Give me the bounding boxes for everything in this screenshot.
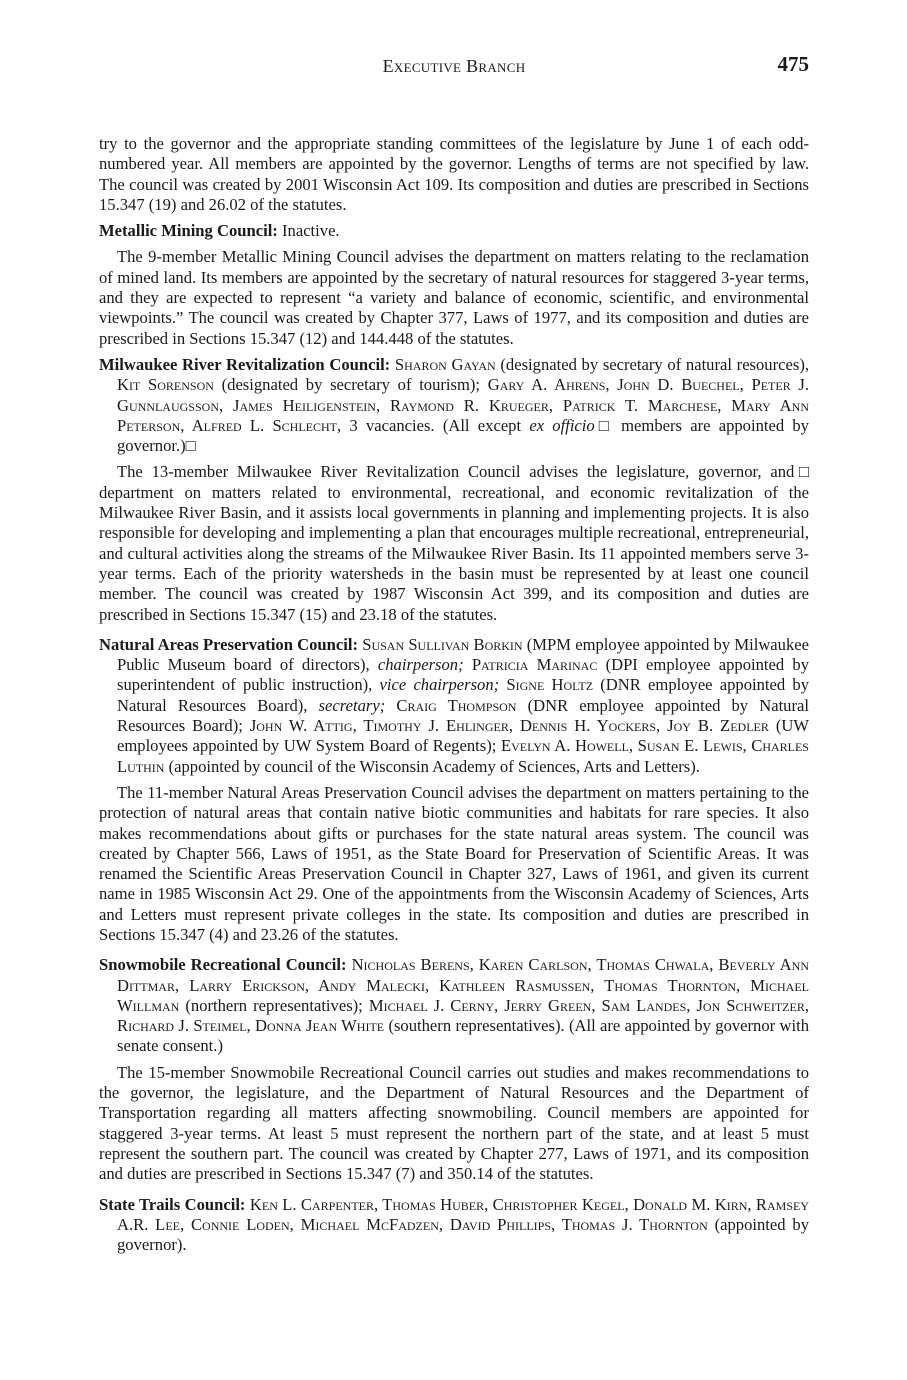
member-names: Evelyn A. Howell, Susan E. Lewis, Charles Luthin: [117, 736, 809, 776]
text-run: (designated by secretary of natural resources),: [495, 354, 809, 374]
paragraph-milwaukee-river-description: The 13-member Milwaukee River Revitalization Council advises the legislature, governor, and□ department on matters related to environmental, recreational, and economic revitalization of the Milwaukee River Basin, and it assists local governments in planning and implementing projects. It is also responsible for developing and implementing a plan that encourages multiple recreational, entrepreneurial, and cultural activities along the streams of the Milwaukee River Basin. Its 11 appointed members serve 3-year terms. Each of the priority watersheds in the basin must be represented by at least one council member. The council was created by 1987 Wisconsin Act 399, and its composition and duties are prescribed in Sections 15.347 (15) and 23.18 of the statutes.: [99, 462, 809, 624]
text-run: (designated by secretary of tourism);: [213, 375, 488, 395]
entry-natural-areas-council: [99, 635, 809, 777]
member-names: Susan Sullivan Borkin: [362, 634, 523, 654]
member-names: John W. Attig, Timothy J. Ehlinger, Dennis H. Yockers, Joy B. Zedler: [249, 716, 769, 736]
text-run: [385, 696, 396, 715]
running-header: [99, 52, 809, 82]
paragraph-natural-areas-description: The 11-member Natural Areas Preservation Council advises the department on matters pertaining to the protection of natural areas that contain native biotic communities and habitats for rare species. It also makes recommendations about gifts or purchases for the state natural areas system. The council was created by Chapter 566, Laws of 1951, as the State Board for Preservation of Scientific Areas. It was renamed the Scientific Areas Preservation Council in Chapter 327, Laws of 1961, and given its current name in 1985 Wisconsin Act 29. One of the appointments from the Wisconsin Academy of Sciences, Arts and Letters must represent private colleges in the state. Its composition and duties are prescribed in Sections 15.347 (4) and 23.26 of the statutes.: [99, 782, 809, 944]
entry-milwaukee-river-council: [99, 355, 809, 456]
text-run: [464, 655, 472, 674]
text-run: (appointed by council of the Wisconsin Academy of Sciences, Arts and Letters).: [164, 756, 700, 776]
text-run: □ members are appointed by governor.)□: [117, 415, 809, 456]
entry-heading: Snowmobile Recreational Council:: [99, 955, 347, 975]
text-run: (southern representatives). (All are appointed by governor with senate consent.): [117, 1016, 810, 1056]
entry-members: [117, 635, 809, 776]
entry-heading: Metallic Mining Council:: [99, 221, 278, 241]
entry-state-trails-council: [99, 1195, 809, 1256]
member-names: Signe Holtz: [506, 675, 594, 695]
text-run: (UW employees appointed by UW System Board of Regents);: [117, 716, 809, 756]
text-run: (northern representatives);: [179, 995, 369, 1015]
member-names: Patricia Marinac: [471, 655, 598, 675]
member-names: Ken L. Carpenter, Thomas Huber, Christopher Kegel, Donald M. Kirn, Ramsey A.R. Lee, Connie Loden, Michael McFadzen, David Phillips, Thomas J. Thornton: [117, 1194, 810, 1234]
entry-heading: State Trails Council:: [99, 1194, 246, 1214]
entry-snowmobile-council: [99, 955, 809, 1056]
member-names: Nicholas Berens, Karen Carlson, Thomas Chwala, Beverly Ann Dittmar, Larry Erickson, Andy Malecki, Kathleen Rasmussen, Thomas Thornton, Michael Willman: [117, 955, 809, 1015]
italic-text: chairperson;: [377, 655, 464, 675]
member-names: Kit Sorenson: [117, 375, 214, 395]
text-run: , 3 vacancies. (All except: [337, 415, 530, 435]
member-names: Craig Thompson: [396, 695, 517, 715]
member-names: Gary A. Ahrens, John D. Buechel, Peter J. Gunnlaugsson, James Heiligenstein, Raymond R. Krueger, Patrick T. Marchese, Mary Ann Peterson, Alfred L. Schlecht: [117, 375, 810, 435]
paragraph-snowmobile-description: The 15-member Snowmobile Recreational Council carries out studies and makes recommendations to the governor, the legislature, and the Department of Natural Resources and the Department of Transportation regarding all matters affecting snowmobiling. Council members are appointed for staggered 3-year terms. At least 5 must represent the northern part of the state, and at least 5 must represent the southern part. The council was created by Chapter 277, Laws of 1971, and its composition and duties are prescribed in Sections 15.347 (7) and 350.14 of the statutes.: [99, 1062, 809, 1184]
page-number: 475: [777, 52, 809, 76]
paragraph-metallic-mining-description: The 9-member Metallic Mining Council advises the department on matters relating to the reclamation of mined land. Its members are appointed by the secretary of natural resources for staggered 3-year terms, and they are expected to represent “a variety and balance of economic, scientific, and environmental viewpoints.” The council was created by Chapter 377, Laws of 1977, and its composition and duties are prescribed in Sections 15.347 (12) and 144.448 of the statutes.: [99, 247, 809, 348]
entry-heading: Milwaukee River Revitalization Council:: [99, 354, 391, 374]
paragraph-intro-continued: try to the governor and the appropriate standing committees of the legislature by June 1 of each odd-numbered year. All members are appointed by the governor. Lengths of terms are not specified by law. The council was created by 2001 Wisconsin Act 109. Its composition and duties are prescribed in Sections 15.347 (19) and 26.02 of the statutes.: [99, 134, 809, 214]
text-run: (DPI employee appointed by superintendent of public instruction),: [117, 655, 809, 695]
entry-metallic-mining-council: [99, 221, 809, 241]
document-page: [99, 52, 809, 1255]
member-names: Sharon Gayan: [394, 354, 496, 374]
text-run: (DNR employee appointed by Natural Resources Board),: [117, 675, 810, 715]
italic-text: vice chairperson;: [379, 675, 500, 695]
text-run: (appointed by governor).: [117, 1214, 809, 1255]
entry-status: Inactive.: [282, 221, 340, 241]
text-run: (MPM employee appointed by Milwaukee Public Museum board of directors),: [117, 634, 809, 675]
entry-heading: Natural Areas Preservation Council:: [99, 634, 359, 654]
text-run: (DNR employee appointed by Natural Resources Board);: [117, 695, 809, 736]
italic-text: ex officio: [529, 415, 595, 435]
member-names: Michael J. Cerny, Jerry Green, Sam Landes, Jon Schweitzer, Richard J. Steimel, Donna Jean White: [117, 995, 809, 1036]
running-title: Executive Branch: [382, 56, 526, 76]
italic-text: secretary;: [318, 695, 386, 715]
